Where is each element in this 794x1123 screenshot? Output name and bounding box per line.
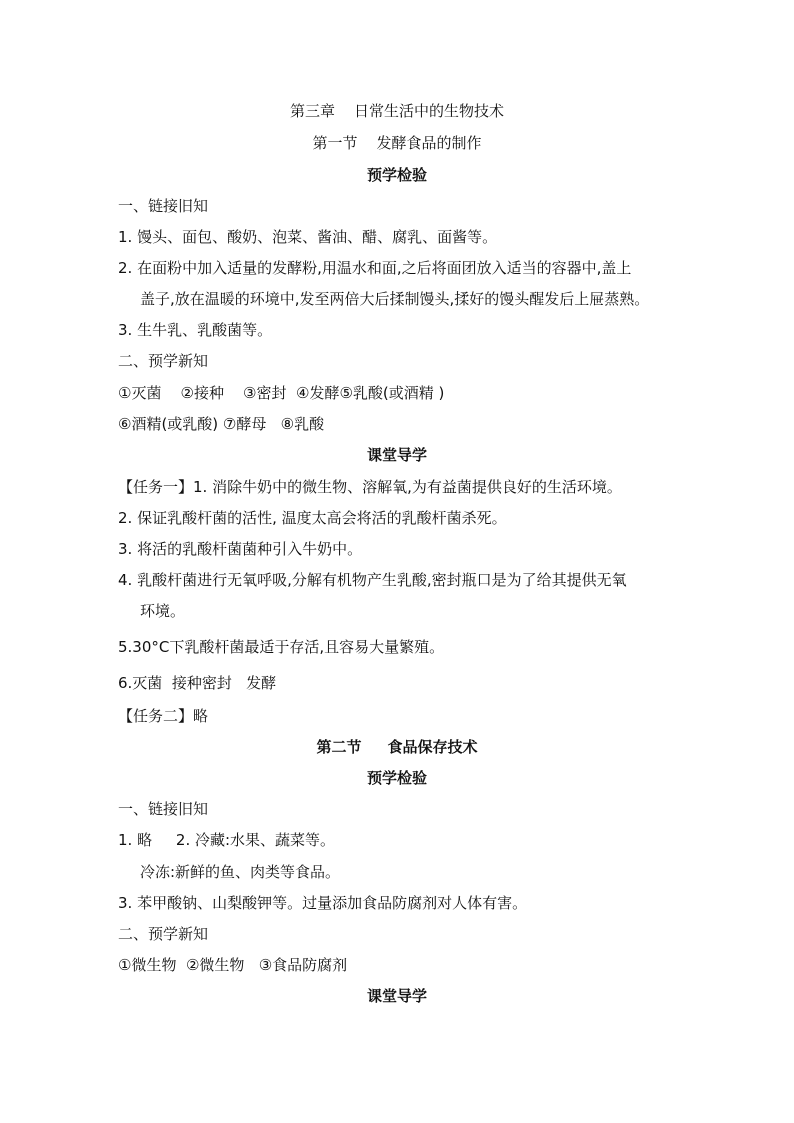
- s2-item-2-cont: 冷冻:新鲜的鱼、肉类等食品。: [140, 863, 341, 881]
- task-2: 【任务二】略: [118, 707, 209, 725]
- s1-classroom-heading: 课堂导学: [366, 446, 427, 464]
- chapter-title: 第三章 日常生活中的生物技术: [289, 102, 505, 120]
- s2-item-1-2: 1. 略 2. 冷藏:水果、蔬菜等。: [118, 831, 336, 849]
- s1-link-old-heading: 一、链接旧知: [118, 197, 209, 215]
- s2-classroom-heading: 课堂导学: [366, 987, 427, 1005]
- s1-item-2-line2: 盖子,放在温暖的环境中,发至两倍大后揉制馒头,揉好的馒头醒发后上屉蒸熟。: [140, 290, 650, 308]
- task-1-item-4: 4. 乳酸杆菌进行无氧呼吸,分解有机物产生乳酸,密封瓶口是为了给其提供无氧: [118, 571, 627, 589]
- task-1-item-6: 6.灭菌 接种密封 发酵: [118, 674, 277, 692]
- section-1-title: 第一节 发酵食品的制作: [312, 134, 482, 152]
- s1-new-knowledge-heading: 二、预学新知: [118, 352, 209, 370]
- s1-answers-2: ⑥酒精(或乳酸) ⑦酵母 ⑧乳酸: [118, 415, 325, 433]
- s1-item-2-line1: 2. 在面粉中加入适量的发酵粉,用温水和面,之后将面团放入适当的容器中,盖上: [118, 259, 632, 277]
- s2-link-old-heading: 一、链接旧知: [118, 800, 209, 818]
- section-1-preview-heading: 预学检验: [366, 166, 427, 184]
- task-1-item-4-cont: 环境。: [140, 602, 186, 620]
- s1-item-3: 3. 生牛乳、乳酸菌等。: [118, 321, 273, 339]
- s2-item-3: 3. 苯甲酸钠、山梨酸钾等。过量添加食品防腐剂对人体有害。: [118, 894, 528, 912]
- s2-answers: ①微生物 ②微生物 ③食品防腐剂: [118, 956, 348, 974]
- s1-answers-1: ①灭菌 ②接种 ③密封 ④发酵⑤乳酸(或酒精 ): [118, 384, 445, 402]
- section-2-title: 第二节 食品保存技术: [316, 738, 478, 756]
- task-1-item-1: 【任务一】1. 消除牛奶中的微生物、溶解氧,为有益菌提供良好的生活环境。: [118, 478, 622, 496]
- task-1-item-5: 5.30°C下乳酸杆菌最适于存活,且容易大量繁殖。: [118, 638, 445, 656]
- section-2-preview-heading: 预学检验: [366, 769, 427, 787]
- task-1-item-3: 3. 将活的乳酸杆菌菌种引入牛奶中。: [118, 540, 363, 558]
- s2-new-knowledge-heading: 二、预学新知: [118, 925, 209, 943]
- s1-item-1: 1. 馒头、面包、酸奶、泡菜、酱油、醋、腐乳、面酱等。: [118, 228, 498, 246]
- task-1-item-2: 2. 保证乳酸杆菌的活性, 温度太高会将活的乳酸杆菌杀死。: [118, 509, 507, 527]
